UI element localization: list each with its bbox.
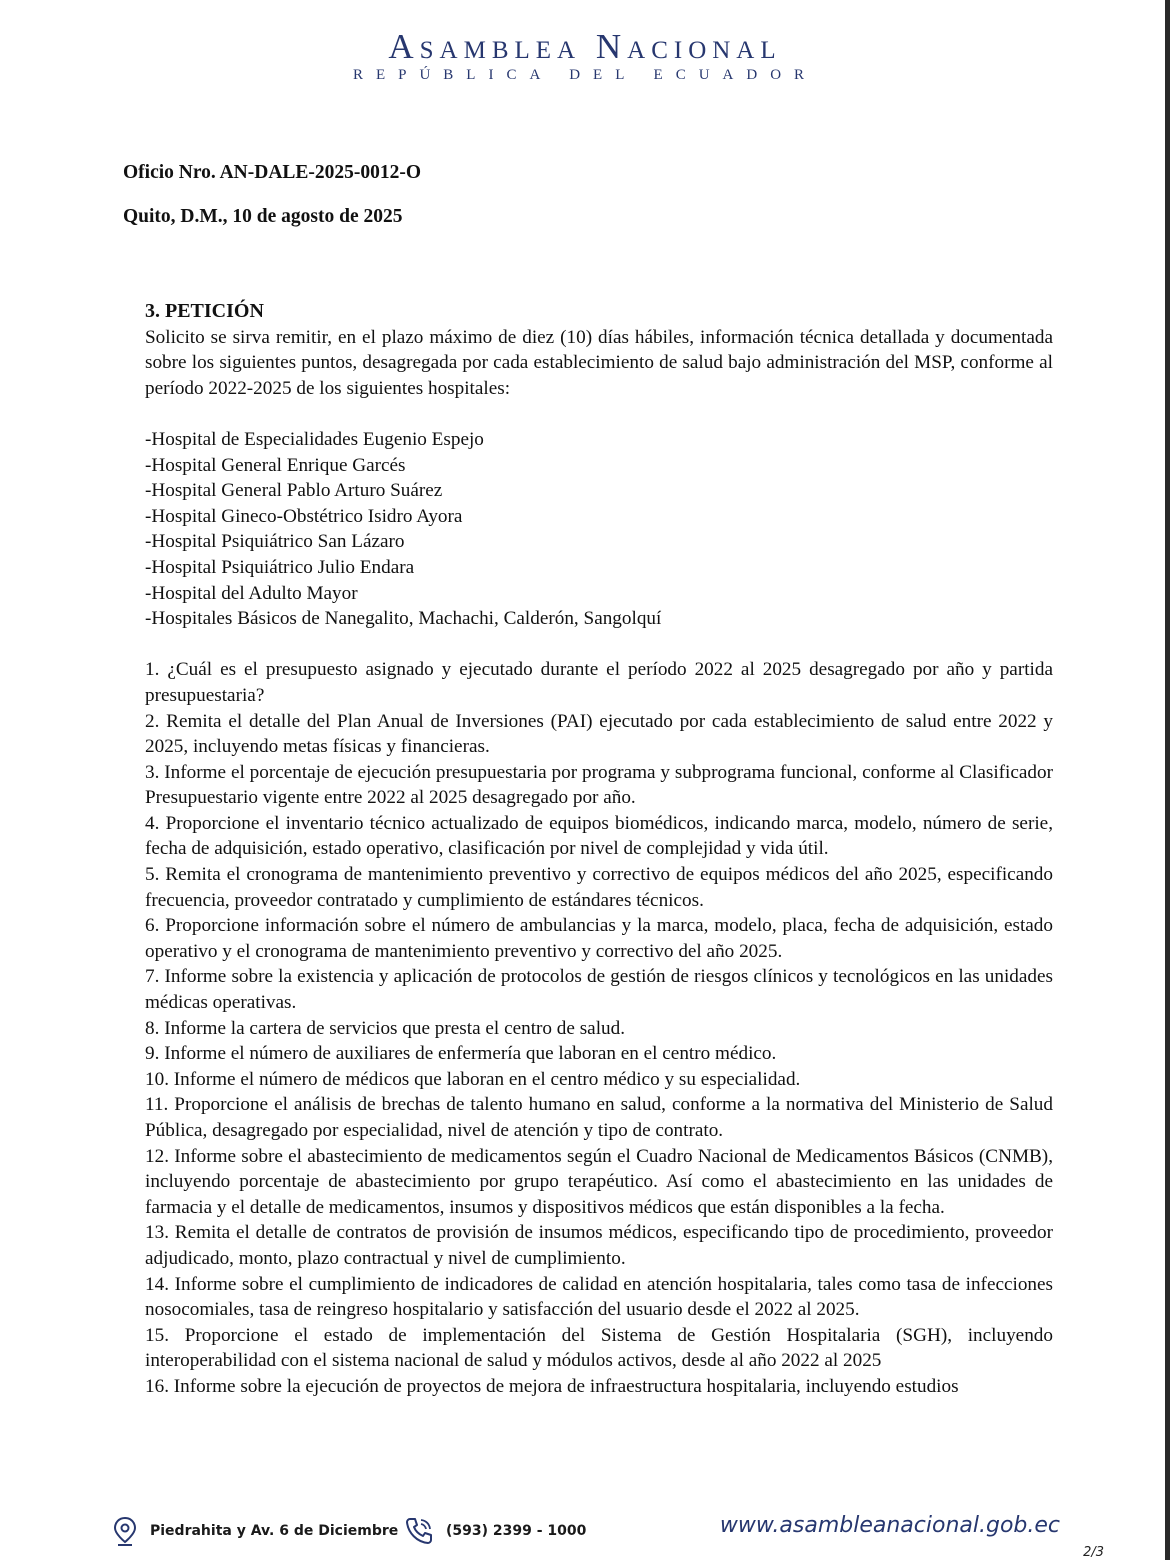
hospital-list: [145, 427, 1053, 632]
question-item: 4. Proporcione el inventario técnico actualizado de equipos biomédicos, indicando marca, modelo, número de serie, fecha de adquisición, estado operativo, clasificación por nivel de complejidad y vida útil.: [145, 812, 1053, 860]
list-item: -Hospital General Enrique Garcés: [145, 454, 406, 476]
question-item: 1. ¿Cuál es el presupuesto asignado y ejecutado durante el período 2022 al 2025 desagregado por año y partida presupuestaria?: [145, 659, 1053, 706]
page-number: 2/3: [1083, 1545, 1104, 1560]
document-body: [145, 299, 1053, 1400]
list-item: -Hospital Psiquiátrico San Lázaro: [145, 531, 405, 553]
question-list: [145, 657, 1053, 1399]
question-item: 3. Informe el porcentaje de ejecución presupuestaria por programa y subprograma funcional, conforme al Clasificador Presupuestario vigente entre 2022 al 2025 desagregado por año.: [145, 761, 1053, 809]
question-item: 5. Remita el cronograma de mantenimiento preventivo y correctivo de equipos médicos del año 2025, especificando frecuencia, proveedor contratado y cumplimiento de estándares técnicos.: [145, 864, 1053, 911]
question-item: 14. Informe sobre el cumplimiento de indicadores de calidad en atención hospitalaria, tales como tasa de infecciones nosocomiales, tasa de reingreso hospitalario y satisfacción del usuario desde el 2022 al 2025.: [145, 1273, 1053, 1321]
list-item: -Hospital de Especialidades Eugenio Espejo: [145, 428, 484, 450]
footer-address: [112, 1516, 398, 1546]
intro-paragraph: Solicito se sirva remitir, en el plazo máximo de diez (10) días hábiles, información técnica detallada y documentada sobre los siguientes puntos, desagregada por cada establecimiento de salud bajo administración del MSP, conforme al período 2022-2025 de los siguientes hospitales:: [145, 326, 1053, 399]
page-footer: [112, 1510, 1062, 1554]
list-item: -Hospital Psiquiátrico Julio Endara: [145, 556, 415, 578]
place-date: Quito, D.M., 10 de agosto de 2025: [123, 206, 403, 227]
website-link[interactable]: www.asambleanacional.gob.ec: [719, 1513, 1060, 1538]
question-item: 8. Informe la cartera de servicios que presta el centro de salud.: [145, 1017, 626, 1039]
page-edge: [1165, 0, 1170, 1560]
question-item: 7. Informe sobre la existencia y aplicación de protocolos de gestión de riesgos clínicos y tecnológicos en las unidades médicas operativas.: [145, 966, 1053, 1014]
phone-text: (593) 2399 - 1000: [446, 1523, 587, 1539]
question-item: 13. Remita el detalle de contratos de provisión de insumos médicos, especificando tipo de procedimiento, proveedor adjudicado, monto, plazo contractual y nivel de cumplimiento.: [145, 1222, 1053, 1269]
list-item: -Hospital General Pablo Arturo Suárez: [145, 480, 443, 502]
letterhead: [0, 28, 1170, 84]
question-item: 15. Proporcione el estado de implementación del Sistema de Gestión Hospitalaria (SGH), incluyendo interoperabilidad con el sistema nacional de salud y módulos activos, desde al año 2022 al 2025: [145, 1324, 1053, 1372]
section-title: 3. PETICIÓN: [145, 300, 264, 322]
address-text: Piedrahita y Av. 6 de Diciembre: [150, 1523, 399, 1539]
phone-icon: [404, 1516, 434, 1546]
list-item: -Hospital del Adulto Mayor: [145, 582, 358, 604]
footer-phone: [404, 1516, 586, 1546]
location-pin-icon: [112, 1516, 138, 1546]
question-item: 2. Remita el detalle del Plan Anual de Inversiones (PAI) ejecutado por cada establecimiento de salud entre 2022 y 2025, incluyendo metas físicas y financieras.: [145, 710, 1053, 758]
question-item: 12. Informe sobre el abastecimiento de medicamentos según el Cuadro Nacional de Medicamentos Básicos (CNMB), incluyendo porcentaje de abastecimiento por grupo terapéutico. Así como el abastecimiento en las unidades de farmacia y el detalle de medicamentos, insumos y dispositivos médicos que están disponibles a la fecha.: [145, 1145, 1053, 1218]
question-item: 6. Proporcione información sobre el número de ambulancias y la marca, modelo, placa, fecha de adquisición, estado operativo y el cronograma de mantenimiento preventivo y correctivo del año 2025.: [145, 915, 1053, 962]
question-item: 11. Proporcione el análisis de brechas de talento humano en salud, conforme a la normativa del Ministerio de Salud Pública, desagregado por especialidad, nivel de atención y tipo de contrato.: [145, 1094, 1053, 1141]
question-item: 9. Informe el número de auxiliares de enfermería que laboran en el centro médico.: [145, 1043, 777, 1065]
list-item: -Hospitales Básicos de Nanegalito, Machachi, Calderón, Sangolquí: [145, 608, 662, 630]
question-item: 16. Informe sobre la ejecución de proyectos de mejora de infraestructura hospitalaria, incluyendo estudios: [145, 1375, 959, 1397]
country-name: REPÚBLICA DEL ECUADOR: [352, 67, 818, 83]
org-name: Asamblea Nacional: [388, 27, 782, 66]
oficio-number: Oficio Nro. AN-DALE-2025-0012-O: [123, 162, 422, 183]
list-item: -Hospital Gineco-Obstétrico Isidro Ayora: [145, 505, 463, 527]
question-item: 10. Informe el número de médicos que laboran en el centro médico y su especialidad.: [145, 1068, 801, 1090]
